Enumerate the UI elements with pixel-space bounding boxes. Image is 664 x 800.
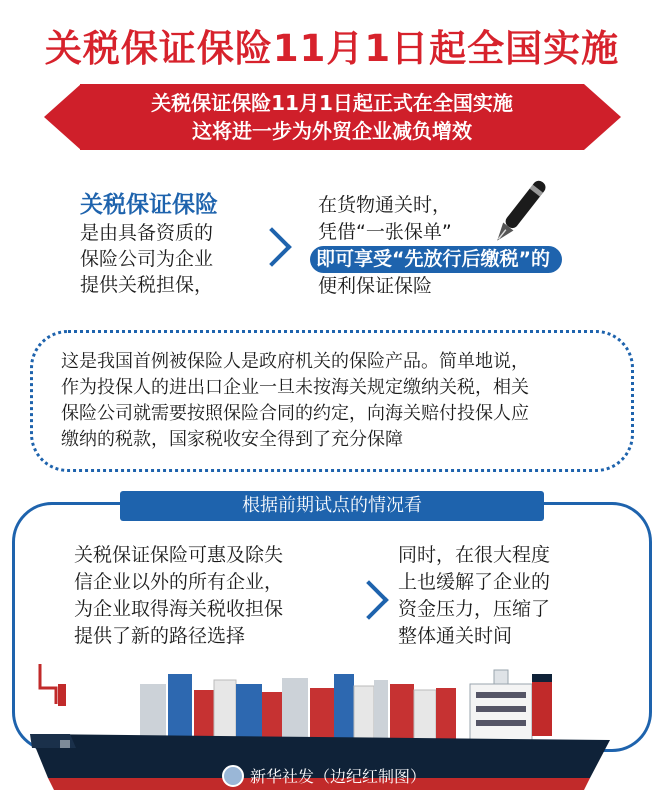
note-line-4: 缴纳的税款，国家税收安全得到了充分保障 <box>61 429 403 450</box>
definition-line-2: 保险公司为企业 <box>80 248 214 270</box>
note-line-2: 作为投保人的进出口企业一旦未按海关规定缴纳关税，相关 <box>61 377 529 398</box>
definition-line-1: 是由具备资质的 <box>80 222 214 244</box>
pilot-left-line-4: 提供了新的路径选择 <box>74 625 246 647</box>
banner-left-tail <box>44 84 81 150</box>
definition-block <box>80 190 250 298</box>
container-stack <box>140 674 456 744</box>
pilot-left-line-2: 信企业以外的所有企业， <box>74 571 284 593</box>
pilot-right-line-1: 同时，在很大程度 <box>398 544 551 566</box>
definition-line-3: 提供关税担保， <box>80 274 214 296</box>
benefit-block <box>318 192 638 300</box>
pilot-right-text <box>398 542 608 650</box>
benefit-line-2: 凭借“一张保单” <box>318 221 452 243</box>
pilot-left-line-1: 关税保证保险可惠及除失 <box>74 544 284 566</box>
headline-banner <box>80 84 584 150</box>
pen-icon <box>488 172 550 252</box>
benefit-line-4: 便利保证保险 <box>318 275 433 297</box>
xinhua-logo-icon <box>222 765 244 787</box>
pilot-right-line-4: 整体通关时间 <box>398 625 513 647</box>
benefit-line-1: 在货物通关时， <box>318 194 452 216</box>
banner-line-1: 关税保证保险11月1日起正式在全国实施 <box>151 91 513 115</box>
explanation-box <box>30 330 634 472</box>
page-title: 关税保证保险11月1日起全国实施 <box>44 27 620 70</box>
definition-title: 关税保证保险 <box>80 192 218 218</box>
benefit-highlight: 即可享受“先放行后缴税”的 <box>310 246 562 273</box>
pilot-left-text <box>74 542 344 650</box>
note-line-3: 保险公司就需要按照保险合同的约定，向海关赔付投保人应 <box>61 403 529 424</box>
pilot-right-line-2: 上也缓解了企业的 <box>398 571 551 593</box>
banner-line-2: 这将进一步为外贸企业减负增效 <box>192 119 472 143</box>
note-line-1: 这是我国首例被保险人是政府机关的保险产品。简单地说， <box>61 351 529 372</box>
pilot-right-line-3: 资金压力，压缩了 <box>398 598 551 620</box>
pilot-header: 根据前期试点的情况看 <box>120 491 544 521</box>
credit-text: 新华社发（边纪红制图） <box>250 767 427 786</box>
chevron-right-icon <box>252 227 292 267</box>
pilot-left-line-3: 为企业取得海关税收担保 <box>74 598 284 620</box>
banner-right-tail <box>584 84 621 150</box>
